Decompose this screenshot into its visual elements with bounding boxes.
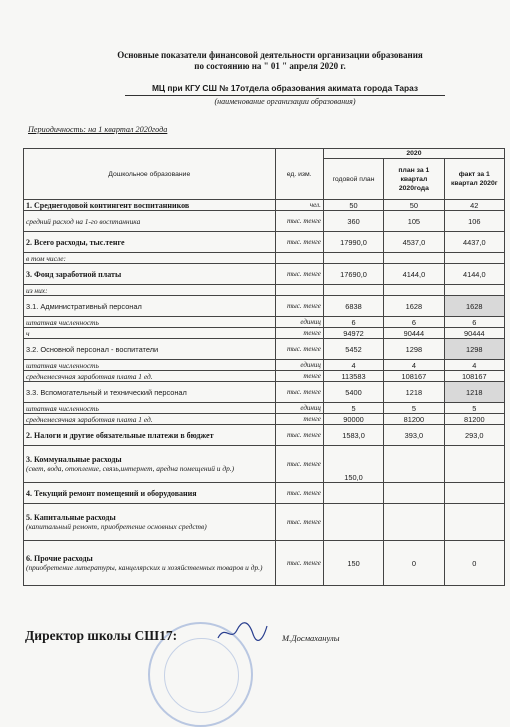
plan-q1-cell: 105 — [384, 211, 444, 232]
annual-plan-cell: 5452 — [323, 339, 383, 360]
plan-q1-cell: 4144,0 — [384, 264, 444, 285]
row-unit: единиц — [275, 360, 323, 371]
table-row — [24, 403, 505, 414]
annual-plan-cell: 150,0 — [323, 446, 383, 483]
row-label — [24, 371, 276, 382]
plan-q1-cell: 1218 — [384, 382, 444, 403]
annual-plan-cell: 150 — [323, 541, 383, 586]
row-label — [24, 253, 276, 264]
fact-q1-cell: 4144,0 — [444, 264, 504, 285]
row-label-text: средний расход на 1-го восптанника — [26, 216, 141, 226]
row-unit: тыс. тенге — [275, 264, 323, 285]
annual-plan-cell: 1583,0 — [323, 425, 383, 446]
table-row — [24, 425, 505, 446]
row-label — [24, 328, 276, 339]
column-header-unit: ед. изм. — [275, 149, 323, 200]
plan-q1-cell: 4 — [384, 360, 444, 371]
fact-q1-cell: 106 — [444, 211, 504, 232]
fact-q1-cell — [444, 504, 504, 541]
row-label — [24, 200, 276, 211]
table-row — [24, 446, 505, 483]
report-title — [60, 50, 480, 72]
column-header-name: Дошкольное образование — [24, 149, 276, 200]
row-label-text: 3. Фонд заработной платы — [26, 269, 122, 279]
row-unit: тыс. тенге — [275, 504, 323, 541]
row-label-text: 3. Коммунальные расходы — [26, 455, 122, 464]
table-row — [24, 328, 505, 339]
fact-q1-cell — [444, 285, 504, 296]
plan-q1-cell: 81200 — [384, 414, 444, 425]
row-unit: тыс. тенге — [275, 232, 323, 253]
column-header-year: 2020 — [323, 149, 504, 159]
fact-q1-cell: 108167 — [444, 371, 504, 382]
fact-q1-cell — [444, 446, 504, 483]
column-header-fact-q1: факт за 1 квартал 2020г — [444, 159, 504, 200]
table-row — [24, 232, 505, 253]
row-label-text: 4. Текущий ремонт помещений и оборудования — [26, 488, 197, 498]
row-label — [24, 264, 276, 285]
row-label — [24, 483, 276, 504]
fact-q1-cell — [444, 253, 504, 264]
annual-plan-cell: 4 — [323, 360, 383, 371]
title-line-1: Основные показатели финансовой деятельности организации образования — [117, 50, 423, 60]
plan-q1-cell: 5 — [384, 403, 444, 414]
organization-underline — [125, 95, 445, 96]
row-label-text: 5. Капитальные расходы — [26, 513, 116, 522]
fact-q1-cell: 1298 — [444, 339, 504, 360]
row-sublabel: (капитальный ремонт, приобретение основных средств) — [26, 522, 207, 531]
annual-plan-cell: 5400 — [323, 382, 383, 403]
annual-plan-cell: 17690,0 — [323, 264, 383, 285]
annual-plan-cell — [323, 253, 383, 264]
plan-q1-cell — [384, 253, 444, 264]
fact-q1-cell: 4437,0 — [444, 232, 504, 253]
row-unit: единиц — [275, 403, 323, 414]
plan-q1-cell: 1298 — [384, 339, 444, 360]
row-label — [24, 446, 276, 483]
row-unit: единиц — [275, 317, 323, 328]
row-label-text: из них: — [26, 285, 48, 295]
plan-q1-cell: 108167 — [384, 371, 444, 382]
row-label-text: среднемесячная заработная плата 1 ед. — [26, 371, 153, 381]
row-label-text: штатная численность — [26, 403, 99, 413]
fact-q1-cell: 81200 — [444, 414, 504, 425]
table-row — [24, 317, 505, 328]
row-label-text: 3.3. Вспомогательный и технический персонал — [26, 387, 187, 397]
signer-name: М.Досмаханулы — [282, 633, 340, 643]
annual-plan-cell: 17990,0 — [323, 232, 383, 253]
fact-q1-cell: 1628 — [444, 296, 504, 317]
row-unit: тенге — [275, 328, 323, 339]
fact-q1-cell: 90444 — [444, 328, 504, 339]
table-row — [24, 200, 505, 211]
plan-q1-cell: 0 — [384, 541, 444, 586]
title-line-2: по состоянию на " 01 " апреля 2020 г. — [194, 61, 346, 71]
plan-q1-cell — [384, 504, 444, 541]
row-unit: тыс. тенге — [275, 483, 323, 504]
row-unit: тенге — [275, 371, 323, 382]
row-unit: тенге — [275, 414, 323, 425]
row-label-text: 2. Всего расходы, тыс.тенге — [26, 237, 125, 247]
table-row — [24, 414, 505, 425]
row-unit: тыс. тенге — [275, 541, 323, 586]
plan-q1-cell — [384, 446, 444, 483]
row-label — [24, 339, 276, 360]
organization-name: МЦ при КГУ СШ № 17отдела образования акимата города Тараз — [151, 83, 419, 93]
table-row — [24, 371, 505, 382]
plan-q1-cell — [384, 483, 444, 504]
fact-q1-cell: 4 — [444, 360, 504, 371]
table-row — [24, 360, 505, 371]
row-label — [24, 285, 276, 296]
director-label: Директор школы СШ17: — [25, 628, 178, 643]
table-row — [24, 541, 505, 586]
row-unit: тыс. тенге — [275, 296, 323, 317]
annual-plan-cell — [323, 483, 383, 504]
row-label — [24, 541, 276, 586]
row-unit — [275, 253, 323, 264]
annual-plan-cell: 50 — [323, 200, 383, 211]
row-unit: тыс. тенге — [275, 382, 323, 403]
row-label — [24, 504, 276, 541]
row-label-text: ч — [26, 328, 30, 338]
table-row — [24, 483, 505, 504]
plan-q1-cell: 393,0 — [384, 425, 444, 446]
row-label — [24, 382, 276, 403]
financial-table — [23, 148, 505, 586]
plan-q1-cell: 50 — [384, 200, 444, 211]
row-label-text: среднемесячная заработная плата 1 ед. — [26, 414, 153, 424]
table-row — [24, 504, 505, 541]
row-label — [24, 414, 276, 425]
row-unit: тыс. тенге — [275, 425, 323, 446]
organization-caption: (наименование организации образования) — [214, 97, 356, 106]
column-header-annual-plan: годовой план — [323, 159, 383, 200]
table-row — [24, 253, 505, 264]
annual-plan-cell: 90000 — [323, 414, 383, 425]
table-row — [24, 296, 505, 317]
table-header-row-year — [24, 149, 505, 159]
row-label-text: 3.1. Административный персонал — [26, 301, 142, 311]
column-header-plan-q1: план за 1 квартал 2020года — [384, 159, 444, 200]
row-label — [24, 211, 276, 232]
row-label-text: штатная численность — [26, 360, 99, 370]
director-signature — [215, 620, 270, 644]
annual-plan-cell: 360 — [323, 211, 383, 232]
annual-plan-cell: 94972 — [323, 328, 383, 339]
annual-plan-cell — [323, 504, 383, 541]
plan-q1-cell: 6 — [384, 317, 444, 328]
annual-plan-cell — [323, 285, 383, 296]
row-unit: чел. — [275, 200, 323, 211]
plan-q1-cell: 1628 — [384, 296, 444, 317]
table-row — [24, 264, 505, 285]
row-label — [24, 360, 276, 371]
row-unit: тыс. тенге — [275, 211, 323, 232]
fact-q1-cell: 6 — [444, 317, 504, 328]
table-row — [24, 339, 505, 360]
plan-q1-cell — [384, 285, 444, 296]
row-label-text: 2. Налоги и другие обязательные платежи в бюджет — [26, 430, 214, 440]
table-row — [24, 382, 505, 403]
table-row — [24, 211, 505, 232]
row-label-text: в том числе: — [26, 253, 67, 263]
row-label-text: штатная численность — [26, 317, 99, 327]
row-label-text: 1. Среднегодовой контингент воспитанников — [26, 200, 190, 210]
annual-plan-cell: 6838 — [323, 296, 383, 317]
fact-q1-cell: 0 — [444, 541, 504, 586]
fact-q1-cell — [444, 483, 504, 504]
row-unit: тыс. тенге — [275, 446, 323, 483]
row-unit: тыс. тенге — [275, 339, 323, 360]
row-unit — [275, 285, 323, 296]
annual-plan-cell: 6 — [323, 317, 383, 328]
row-label — [24, 296, 276, 317]
table-row — [24, 285, 505, 296]
row-label — [24, 232, 276, 253]
annual-plan-cell: 5 — [323, 403, 383, 414]
row-label-text: 3.2. Основной персонал - воспитатели — [26, 344, 159, 354]
row-label — [24, 425, 276, 446]
fact-q1-cell: 1218 — [444, 382, 504, 403]
row-sublabel: (приобретение литературы, канцелярских и хозяйственных товаров и др.) — [26, 563, 263, 572]
plan-q1-cell: 90444 — [384, 328, 444, 339]
row-label — [24, 317, 276, 328]
fact-q1-cell: 42 — [444, 200, 504, 211]
row-label-text: 6. Прочие расходы — [26, 554, 93, 563]
annual-plan-cell: 113583 — [323, 371, 383, 382]
row-sublabel: (свет, вода, отопление, связь,интернет, аредна помещений и др.) — [26, 464, 235, 473]
row-label — [24, 403, 276, 414]
fact-q1-cell: 293,0 — [444, 425, 504, 446]
fact-q1-cell: 5 — [444, 403, 504, 414]
periodicity: Периодичность: на 1 квартал 2020года — [28, 125, 168, 134]
plan-q1-cell: 4537,0 — [384, 232, 444, 253]
